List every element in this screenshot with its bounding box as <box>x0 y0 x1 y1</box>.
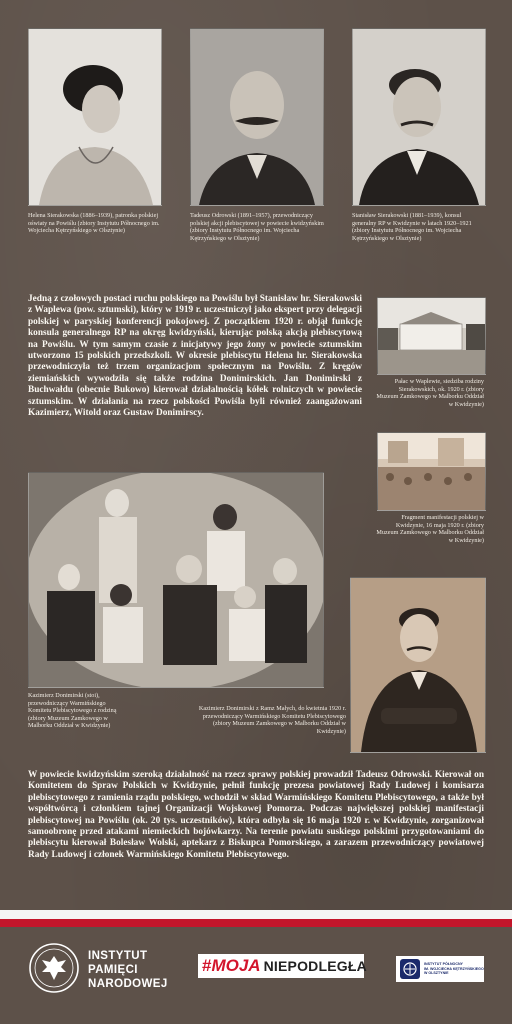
flag-red-stripe <box>0 919 512 927</box>
ipn-line-3: NARODOWEJ <box>88 978 168 990</box>
paragraph-tadeusz-odrowski: W powiecie kwidzyńskim szeroką działalność na rzecz sprawy polskiej prowadził Tadeusz Odrowski. Kierował on Komitetem do Spraw Polskich w Kwidzynie, pełnił funkcję prezesa powiatowej Rady Ludowej i komisarza plebiscytowego z ramienia rządu polskiego, wchodził w skład Warmińskiego Komitetu Plebiscytowego, a także był współtwórcą i członkiem tajnej Organizacji Wojskowej Pomorza. Podczas największej polskiej manifestacji plebiscytowej na Powiślu (ok. 20 tys. uczestników), która odbyła się 16 maja 1920 r. w Kwidzynie, zorganizował samoobronę przed atakami niemieckich bojówkarzy. Na terenie powiatu suskiego polskimi przygotowaniami do plebiscytu kierował Bolesław Wolski, aptekarz z Biskupca Pomorskiego, a zarazem przewodniczący powiatowej Rady Ludowej i członek Warmińskiego Komitetu Plebiscytowego. <box>28 770 484 860</box>
caption-waplewo-palace: Pałac w Waplewie, siedziba rodziny Sierakowskich, ok. 1920 r. (zbiory Muzeum Zamkowego w Malborku Oddział w Kwidzynie) <box>376 378 484 408</box>
moja-hash: # <box>202 956 212 975</box>
ipn-name <box>88 949 208 991</box>
instytut-polnocny-emblem-icon <box>399 958 421 980</box>
ipn-eagle-logo-icon <box>28 942 80 994</box>
portrait-man-crossed-arms-image <box>351 578 485 752</box>
ipn-line-2: PAMIĘCI <box>88 964 138 976</box>
photo-waplewo-palace <box>377 297 486 375</box>
family-group-image <box>29 473 323 687</box>
portrait-man-suit-image <box>353 29 485 205</box>
paragraph-stanislaw-sierakowski: Jedną z czołowych postaci ruchu polskiego na Powiślu był Stanisław hr. Sierakowski z Waplewa (pow. sztumski), który w 1919 r. uczestniczył jako ekspert przy delegacji polskiej w paryskiej konferencji pokojowej. Z początkiem 1920 r. objął funkcję konsula generalnego RP na okręg kwidzyński, kierując polską akcją plebiscytową na Powiślu. W tym samym czasie z inicjatywy jego żony w powiecie sztumskim utworzono 15 polskich przedszkoli. W okresie plebiscytu Helena hr. Sierakowska przewodniczyła też trzem organizacjom społecznym na Powiślu. Z kręgów ziemiańskich wywodziła się także rodzina Donimirskich. Jan Donimirski z Buchwałdu (obecnie Bukowo) kierował działalnością kółek rolniczych w powiecie sztumskim. W działania na rzecz polskości Powiśla byli również zaangażowani Kazimierz, Witold oraz Gustaw Donimirscy. <box>28 294 362 419</box>
portrait-woman-image <box>29 29 161 205</box>
caption-stanislaw-sierakowski: Stanisław Sierakowski (1881–1939), konsul generalny RP w Kwidzynie w latach 1920–1921 (zbiory Instytutu Północnego im. Wojciecha Kętrzyńskiego w Olsztynie) <box>352 212 472 242</box>
inst-line-1: INSTYTUT PÓŁNOCNY <box>424 962 463 967</box>
moja-word: MOJA <box>211 956 261 975</box>
inst-line-3: W OLSZTYNIE <box>424 971 449 976</box>
caption-helena-sierakowska: Helena Sierakowska (1886–1939), patronka polskiej oświaty na Powiślu (zbiory Instytutu Północnego im. Wojciecha Kętrzyńskiego w Olsztynie) <box>28 212 160 235</box>
inst-line-2: IM. WOJCIECHA KĘTRZYŃSKIEGO <box>424 966 484 971</box>
instytut-polnocny-logo <box>396 956 484 982</box>
instytut-polnocny-name <box>424 962 484 976</box>
palace-image <box>378 298 485 374</box>
flag-white-stripe <box>0 910 512 919</box>
photo-manifestation-kwidzyn <box>377 432 486 511</box>
caption-tadeusz-odrowski: Tadeusz Odrowski (1891–1957), przewodniczący polskiej akcji plebiscytowej w powiecie kwidzyńskim (zbiory Instytutu Północnego im. Wojciecha Kętrzyńskiego w Olsztynie) <box>190 212 324 242</box>
niepodlegla-word: NIEPODLEGŁA <box>263 958 367 974</box>
photo-donimirski-family <box>28 472 324 688</box>
photo-helena-sierakowska <box>28 28 162 206</box>
photo-tadeusz-odrowski <box>190 28 324 206</box>
caption-kazimierz-donimirski: Kazimierz Donimirski z Ramz Małych, do kwietnia 1920 r. przewodniczący Warmińskiego Komitetu Plebiscytowego (zbiory Muzeum Zamkowego w Malborku Oddział w Kwidzynie) <box>198 705 346 735</box>
moja-niepodlegla-logo <box>198 954 367 978</box>
caption-manifestation-kwidzyn: Fragment manifestacji polskiej w Kwidzynie, 16 maja 1920 r. (zbiory Muzeum Zamkowego w Malborku Oddział w Kwidzynie) <box>376 514 484 544</box>
ipn-line-1: INSTYTUT <box>88 950 148 962</box>
photo-stanislaw-sierakowski <box>352 28 486 206</box>
crowd-image <box>378 433 485 510</box>
caption-donimirski-family: Kazimierz Donimirski (stoi), przewodniczący Warmińskiego Komitetu Plebiscytowego z rodziną (zbiory Muzeum Zamkowego w Malborku Oddział w Kwidzynie) <box>28 692 117 730</box>
portrait-man-mustache-image <box>191 29 323 205</box>
photo-kazimierz-donimirski <box>350 577 486 753</box>
